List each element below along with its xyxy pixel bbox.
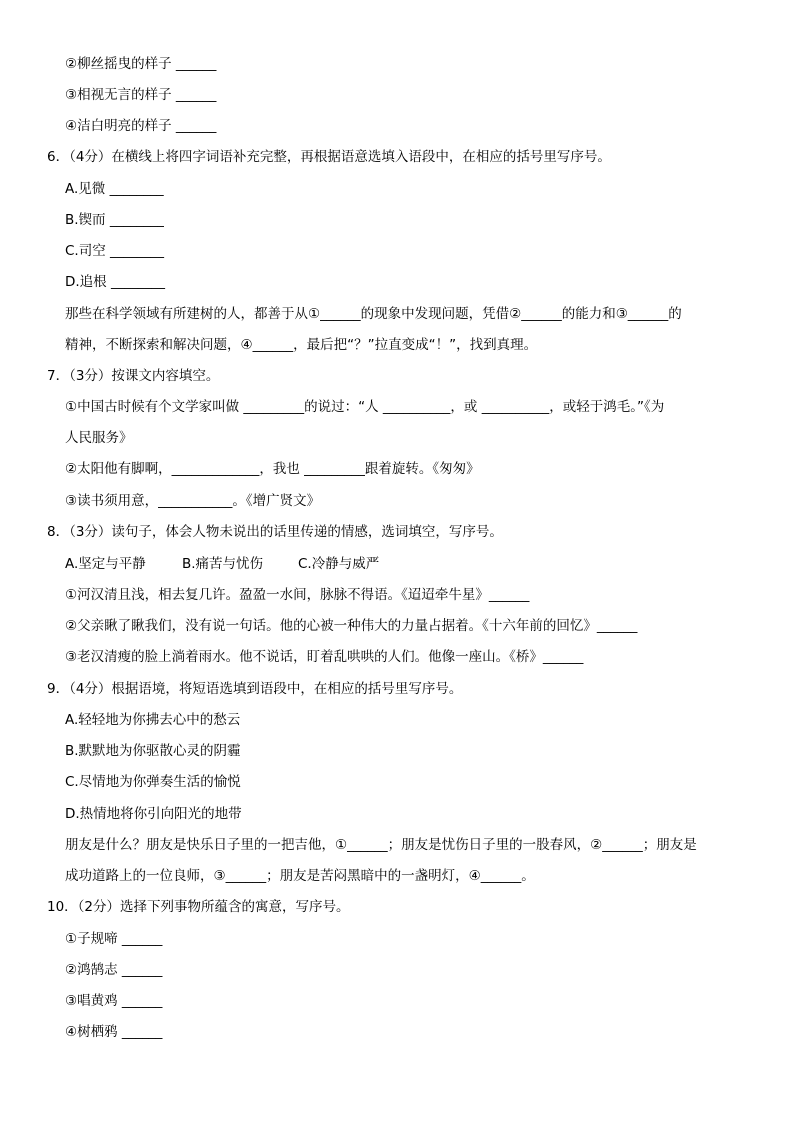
q9-option-d: D.热情地将你引向阳光的地带	[65, 806, 242, 822]
q8-option-c: C.冷静与威严	[298, 556, 380, 572]
item-5-4: ④洁白明亮的样子 ______	[65, 118, 217, 134]
q9-passage-line-1: 朋友是什么？朋友是快乐日子里的一把吉他，①______；朋友是忧伤日子里的一股春风，②______；朋友是	[65, 837, 697, 853]
question-10-title: 10．（2分）选择下列事物所蕴含的寓意，写序号。	[47, 899, 350, 915]
q8-item-3: ③老汉清瘦的脸上淌着雨水。他不说话，盯着乱哄哄的人们。他像一座山。《桥》______	[65, 649, 584, 665]
q6-passage-line-1: 那些在科学领域有所建树的人，都善于从①______的现象中发现问题，凭借②______的能力和③______的	[65, 306, 682, 322]
q7-item-2: ②太阳他有脚啊，_____________，我也 _________跟着旋转。《匆匆》	[65, 461, 480, 477]
q7-item-1-line-1: ①中国古时候有个文学家叫做 _________的说过：“人 __________，或 __________，或轻于鸿毛。”《为	[65, 399, 665, 415]
q7-item-1-line-2: 人民服务》	[65, 430, 133, 446]
q6-option-c: C.司空 ________	[65, 243, 165, 259]
q9-option-b: B.默默地为你驱散心灵的阴霾	[65, 743, 241, 759]
question-6-title: 6．（4分）在横线上将四字词语补充完整，再根据语意选填入语段中，在相应的括号里写序号。	[47, 149, 611, 165]
q6-option-b: B.锲而 ________	[65, 212, 164, 228]
q9-option-a: A.轻轻地为你拂去心中的愁云	[65, 712, 241, 728]
q10-item-3: ③唱黄鸡 ______	[65, 993, 163, 1009]
q9-passage-line-2: 成功道路上的一位良师，③______；朋友是苦闷黑暗中的一盏明灯，④______。	[65, 868, 535, 884]
q8-option-b: B.痛苦与忧伤	[182, 556, 264, 572]
q10-item-4: ④树栖鸦 ______	[65, 1024, 163, 1040]
q6-option-a: A.见微 ________	[65, 181, 164, 197]
q8-option-a: A.坚定与平静	[65, 556, 146, 572]
q9-option-c: C.尽情地为你弹奏生活的愉悦	[65, 774, 241, 790]
q8-item-2: ②父亲瞅了瞅我们，没有说一句话。他的心被一种伟大的力量占据着。《十六年前的回忆》______	[65, 618, 638, 634]
q7-item-3: ③读书须用意，___________。《增广贤文》	[65, 493, 321, 509]
item-5-3: ③相视无言的样子 ______	[65, 87, 217, 103]
q10-item-2: ②鸿鹄志 ______	[65, 962, 163, 978]
q6-passage-line-2: 精神，不断探索和解决问题，④______，最后把“？”拉直变成“！”，找到真理。	[65, 337, 538, 353]
question-8-title: 8．（3分）读句子，体会人物未说出的话里传递的情感，选词填空，写序号。	[47, 524, 503, 540]
question-7-title: 7．（3分）按课文内容填空。	[47, 368, 220, 384]
q6-option-d: D.追根 ________	[65, 274, 165, 290]
item-5-2: ②柳丝摇曳的样子 ______	[65, 56, 217, 72]
q10-item-1: ①子规啼 ______	[65, 931, 163, 947]
question-9-title: 9．（4分）根据语境，将短语选填到语段中，在相应的括号里写序号。	[47, 681, 463, 697]
q8-item-1: ①河汉清且浅，相去复几许。盈盈一水间，脉脉不得语。《迢迢牵牛星》______	[65, 587, 530, 603]
